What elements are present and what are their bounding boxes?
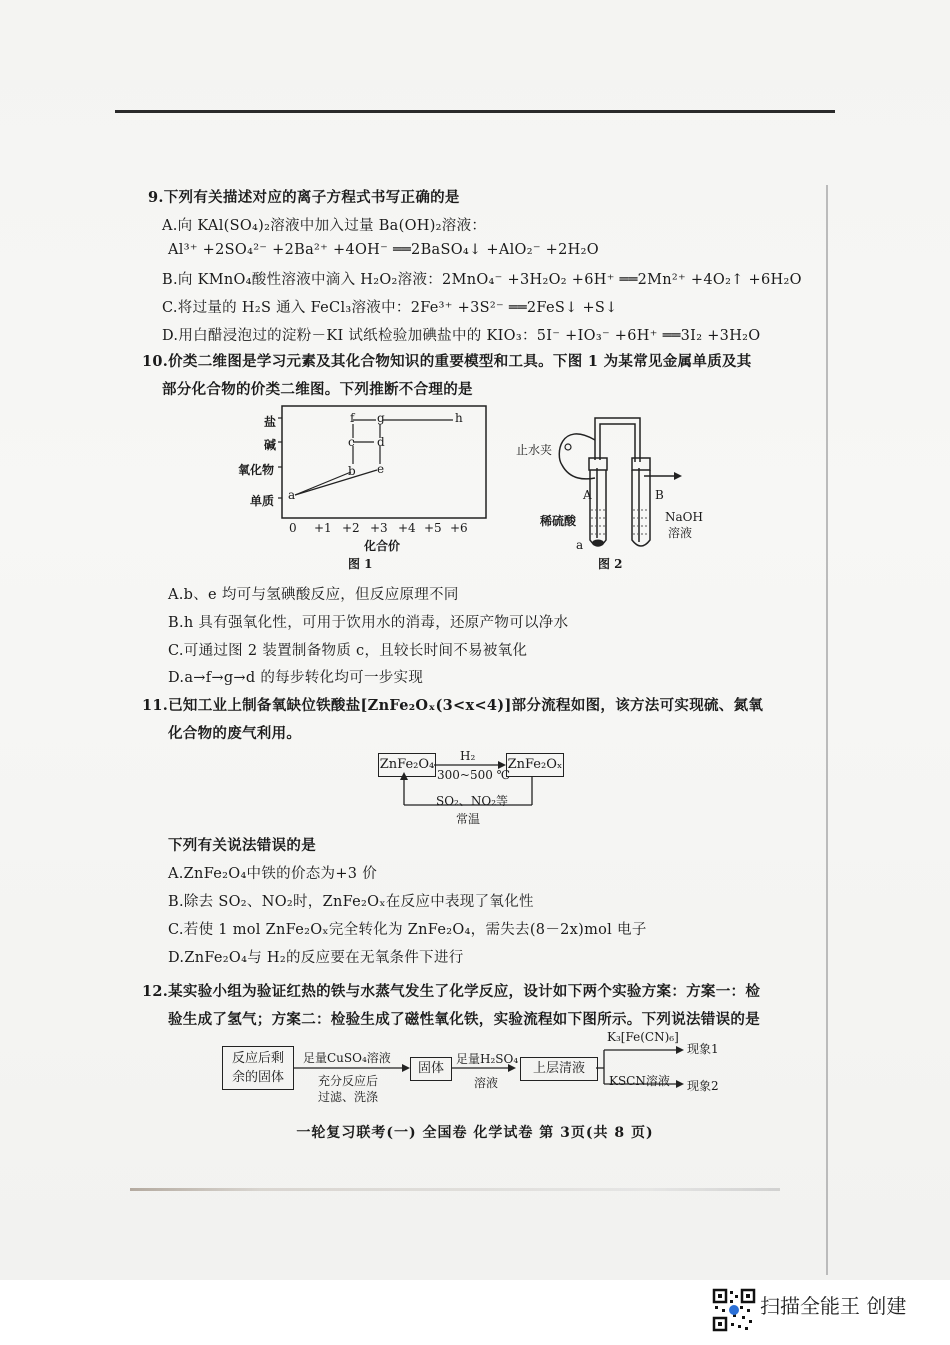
label-naoh: NaOH (665, 510, 703, 524)
q11-stem-1: 11.已知工业上制备氧缺位铁酸盐[ZnFe₂Oₓ(3<x<4)]部分流程如图，该方法可实现硫、氮氧 (142, 697, 764, 714)
label-naoh-solution: 溶液 (668, 526, 693, 540)
q11-option-c: C.若使 1 mol ZnFe₂Oₓ完全转化为 ZnFe₂O₄，需失去(8－2x)mol 电子 (168, 922, 647, 938)
point-d: d (377, 435, 385, 449)
q11-option-b: B.除去 SO₂、NO₂时，ZnFe₂Oₓ在反应中表现了氧化性 (168, 894, 534, 910)
box-znfe2o4: ZnFe₂O₄ (378, 753, 436, 777)
qr-code-icon (712, 1288, 756, 1332)
x-tick-0: 0 (289, 521, 297, 535)
phenomenon-2: 现象2 (687, 1079, 719, 1093)
label-tube-b: B (655, 488, 664, 502)
q9-option-a-equation: Al³⁺ +2SO₄²⁻ +2Ba²⁺ +4OH⁻ ══2BaSO₄↓ +AlO₂⁻ +2H₂O (168, 242, 599, 258)
flow-filter-wash: 过滤、洗涤 (318, 1090, 379, 1104)
binding-edge (826, 185, 828, 1275)
flow-room-temp: 常温 (456, 812, 481, 826)
box-solid: 固体 (410, 1057, 452, 1081)
box-residual-solid-line1: 反应后剩 (231, 1051, 284, 1066)
flow-gases: SO₂、NO₂等 (436, 794, 509, 808)
y-tick-oxide: 氧化物 (238, 463, 275, 477)
q10-stem-1: 10.价类二维图是学习元素及其化合物知识的重要模型和工具。下图 1 为某常见金属单质及其 (142, 353, 752, 370)
point-g: g (377, 411, 385, 425)
point-b: b (348, 464, 356, 478)
test-tube-b (632, 470, 650, 546)
flow-temperature: 300~500 ℃ (437, 768, 511, 782)
q9-stem: 9.下列有关描述对应的离子方程式书写正确的是 (148, 189, 460, 206)
box-supernatant: 上层清液 (520, 1057, 598, 1081)
q12-stem-2: 验生成了氢气；方案二：检验生成了磁性氧化铁，实验流程如下图所示。下列说法错误的是 (168, 1011, 760, 1028)
figure-1-caption: 图 1 (348, 557, 373, 571)
page-footer: 一轮复习联考(一) 全国卷 化学试卷 第 3页(共 8 页) (296, 1125, 654, 1141)
point-c: c (348, 435, 355, 449)
box-residual-solid-line2: 余的固体 (231, 1070, 284, 1085)
reagent-k3fecn6: K₃[Fe(CN)₆] (607, 1030, 679, 1044)
q12-stem-1: 12.某实验小组为验证红热的铁与水蒸气发生了化学反应，设计如下两个实验方案：方案一：检 (142, 983, 761, 1000)
box-znfe2ox: ZnFe₂Oₓ (506, 753, 564, 777)
point-e: e (377, 462, 385, 476)
q9-option-d: D.用白醋浸泡过的淀粉－KI 试纸检验加碘盐中的 KIO₃：5I⁻ +IO₃⁻ +6H⁺ ══3I₂ +3H₂O (162, 328, 761, 344)
x-tick-1: +1 (314, 521, 332, 535)
point-h: h (455, 411, 463, 425)
q11-option-a: A.ZnFe₂O₄中铁的价态为+3 价 (168, 866, 378, 882)
x-tick-3: +3 (370, 521, 388, 535)
q11-option-d: D.ZnFe₂O₄与 H₂的反应要在无氧条件下进行 (168, 950, 464, 966)
q9-option-b: B.向 KMnO₄酸性溶液中滴入 H₂O₂溶液：2MnO₄⁻ +3H₂O₂ +6H⁺ ══2Mn²⁺ +4O₂↑ +6H₂O (162, 272, 802, 288)
x-tick-5: +5 (424, 521, 442, 535)
x-tick-2: +2 (342, 521, 360, 535)
x-axis-label: 化合价 (364, 539, 401, 553)
flow-h2so4-solution: 溶液 (474, 1076, 499, 1090)
bottom-smudge (130, 1188, 780, 1191)
stopper-a (589, 458, 607, 470)
point-a: a (288, 488, 296, 502)
box-residual-solid (222, 1046, 294, 1090)
q11-stem-2: 化合物的废气利用。 (168, 725, 302, 742)
line-a-b (295, 472, 351, 495)
flow-react-fully: 充分反应后 (318, 1074, 379, 1088)
q10-option-c: C.可通过图 2 装置制备物质 c，且较长时间不易被氧化 (168, 643, 528, 659)
label-clamp: 止水夹 (516, 443, 553, 457)
figure-2-apparatus (540, 410, 720, 560)
phenomenon-1: 现象1 (687, 1042, 719, 1056)
q10-option-b: B.h 具有强氧化性，可用于饮用水的消毒，还原产物可以净水 (168, 615, 569, 631)
x-tick-4: +4 (398, 521, 416, 535)
figure-2-caption: 图 2 (598, 557, 623, 571)
label-tube-a: A (583, 488, 592, 502)
flow-h2: H₂ (460, 749, 476, 763)
q10-stem-2: 部分化合物的价类二维图。下列推断不合理的是 (162, 381, 473, 398)
label-a: a (576, 538, 584, 552)
q9-option-a: A.向 KAl(SO₄)₂溶液中加入过量 Ba(OH)₂溶液： (162, 218, 487, 234)
y-tick-base: 碱 (264, 438, 277, 452)
top-rule (115, 110, 835, 113)
solid-a (592, 540, 604, 547)
y-tick-element: 单质 (250, 494, 275, 508)
reagent-kscn: KSCN溶液 (609, 1074, 670, 1088)
clamp-icon (565, 444, 571, 450)
line-a-e (295, 470, 377, 495)
x-tick-6: +6 (450, 521, 468, 535)
y-tick-salt: 盐 (264, 415, 277, 429)
point-f: f (350, 411, 355, 425)
q10-option-d: D.a→f→g→d 的每步转化均可一步实现 (168, 670, 424, 686)
test-tube-a (590, 470, 606, 546)
scanner-watermark: 扫描全能王 创建 (760, 1294, 907, 1318)
q10-option-a: A.b、e 均可与氢碘酸反应，但反应原理不同 (168, 587, 459, 603)
q11-lead: 下列有关说法错误的是 (168, 837, 316, 854)
flow-cuso4: 足量CuSO₄溶液 (303, 1051, 391, 1065)
label-dilute-sulfuric: 稀硫酸 (540, 514, 577, 528)
flow-h2so4: 足量H₂SO₄ (456, 1052, 519, 1066)
q9-option-c: C.将过量的 H₂S 通入 FeCl₃溶液中：2Fe³⁺ +3S²⁻ ══2FeS↓ +S↓ (162, 300, 618, 316)
